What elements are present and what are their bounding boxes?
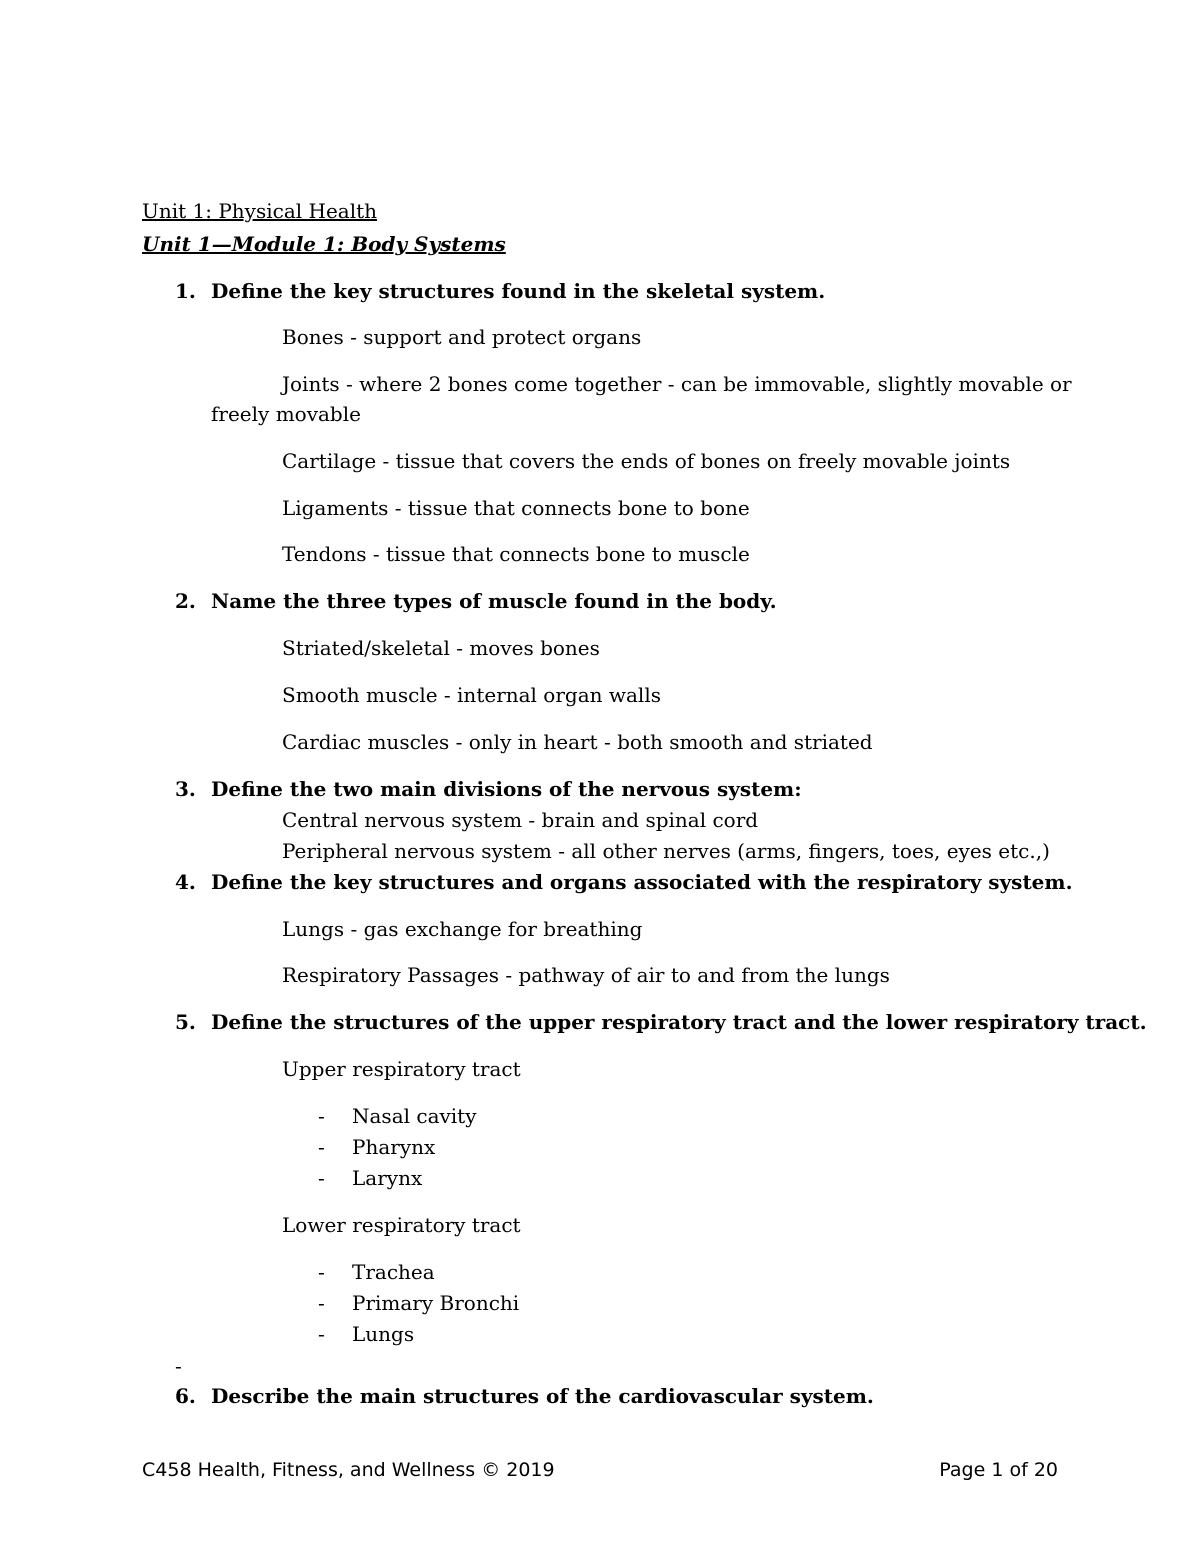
bullet-dash: - — [318, 1166, 325, 1190]
list-item: Larynx — [352, 1166, 423, 1190]
list-item: Nasal cavity — [352, 1104, 477, 1128]
bullet-dash: - — [318, 1135, 325, 1159]
question-text: Define the key structures found in the skeletal system. — [211, 279, 826, 303]
question-text: Define the two main divisions of the nervous system: — [211, 777, 802, 801]
answer-text: Ligaments - tissue that connects bone to bone — [282, 496, 750, 520]
answer-text: Respiratory Passages - pathway of air to and from the lungs — [282, 963, 890, 987]
stray-dash: - — [175, 1354, 182, 1378]
bullet-dash: - — [318, 1322, 325, 1346]
footer-course-label: C458 Health, Fitness, and Wellness © 2019 — [142, 1459, 555, 1481]
question-number: 4. — [175, 870, 196, 894]
question-number: 1. — [175, 279, 196, 303]
answer-text: Joints - where 2 bones come together - can be immovable, slightly movable or — [282, 372, 1072, 396]
question-number: 5. — [175, 1010, 196, 1034]
question-text: Define the structures of the upper respiratory tract and the lower respiratory tract. — [211, 1010, 1147, 1034]
answer-text: Central nervous system - brain and spinal cord — [282, 808, 759, 832]
question-text: Define the key structures and organs associated with the respiratory system. — [211, 870, 1073, 894]
list-item: Lungs — [352, 1322, 415, 1346]
answer-text: Cardiac muscles - only in heart - both smooth and striated — [282, 730, 873, 754]
bullet-dash: - — [318, 1291, 325, 1315]
bullet-dash: - — [318, 1104, 325, 1128]
bullet-dash: - — [318, 1260, 325, 1284]
list-item: Trachea — [352, 1260, 435, 1284]
question-text: Name the three types of muscle found in the body. — [211, 589, 777, 613]
question-number: 3. — [175, 777, 196, 801]
answer-text: Striated/skeletal - moves bones — [282, 636, 600, 660]
list-item: Pharynx — [352, 1135, 436, 1159]
answer-text: Peripheral nervous system - all other nerves (arms, fingers, toes, eyes etc.,) — [282, 839, 1050, 863]
answer-text: Tendons - tissue that connects bone to muscle — [282, 542, 750, 566]
lower-tract-label: Lower respiratory tract — [282, 1213, 521, 1237]
answer-text: Cartilage - tissue that covers the ends of bones on freely movable joints — [282, 449, 1011, 473]
question-number: 2. — [175, 589, 196, 613]
answer-text: Lungs - gas exchange for breathing — [282, 917, 643, 941]
question-number: 6. — [175, 1384, 196, 1408]
footer-page-number: Page 1 of 20 — [939, 1459, 1058, 1481]
answer-text: Bones - support and protect organs — [282, 325, 642, 349]
upper-tract-label: Upper respiratory tract — [282, 1057, 521, 1081]
list-item: Primary Bronchi — [352, 1291, 520, 1315]
unit-title: Unit 1: Physical Health — [142, 199, 378, 223]
question-text: Describe the main structures of the cardiovascular system. — [211, 1384, 874, 1408]
answer-text: freely movable — [211, 402, 361, 426]
answer-text: Smooth muscle - internal organ walls — [282, 683, 661, 707]
module-title: Unit 1—Module 1: Body Systems — [142, 232, 506, 256]
